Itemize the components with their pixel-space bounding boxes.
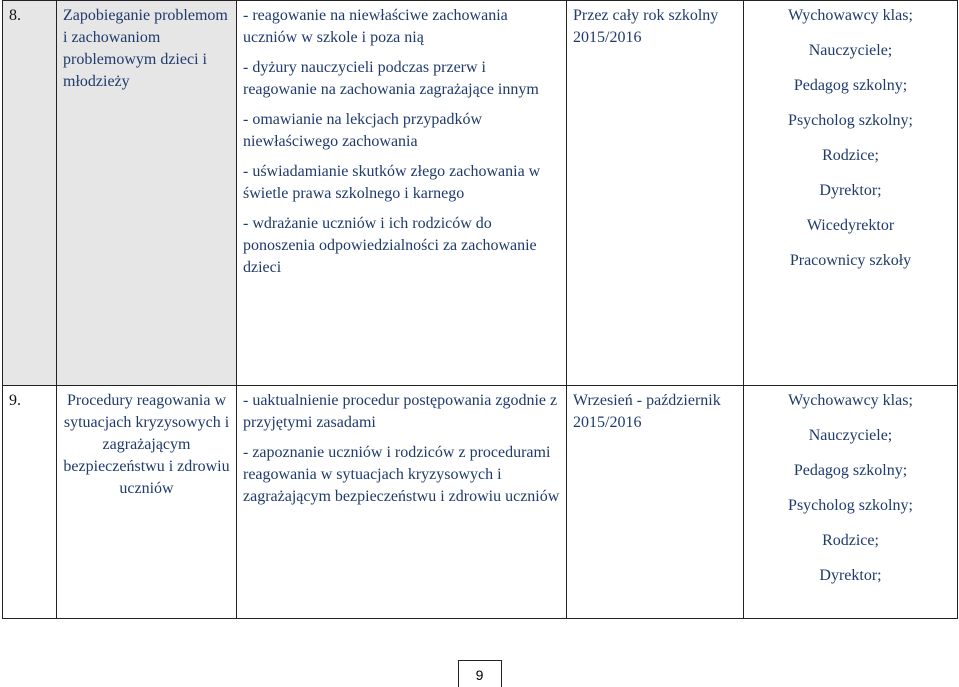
responsible-item: Wicedyrektor — [806, 217, 895, 234]
responsible-item: Nauczyciele; — [808, 427, 893, 444]
responsible-item: Wychowawcy klas; — [788, 7, 913, 24]
responsible-item: Psycholog szkolny; — [788, 112, 913, 129]
responsible-item: Wychowawcy klas; — [788, 392, 913, 409]
table-row — [3, 386, 958, 619]
responsible-item: Pedagog szkolny; — [793, 462, 908, 479]
row-responsible — [744, 386, 958, 619]
responsible-item: Dyrektor; — [819, 182, 882, 199]
action-item: - dyżury nauczycieli podczas przerw i reagowanie na zachowania zagrażające innym — [243, 59, 539, 98]
action-item: - uaktualnienie procedur postępowania zgodnie z przyjętymi zasadami — [243, 392, 558, 431]
row-actions — [237, 386, 567, 619]
responsible-item: Rodzice; — [822, 532, 879, 549]
row-number: 8. — [3, 1, 57, 386]
action-item: - omawianie na lekcjach przypadków niewłaściwego zachowania — [243, 111, 483, 150]
row-number: 9. — [3, 386, 57, 619]
plan-table — [2, 0, 958, 619]
action-item: - zapoznanie uczniów i rodziców z procedurami reagowania w sytuacjach kryzysowych i zagrażającym bezpieczeństwu i zdrowiu uczniów — [243, 444, 560, 505]
responsible-item: Nauczyciele; — [808, 42, 893, 59]
row-actions — [237, 1, 567, 386]
row-topic: Procedury reagowania w sytuacjach kryzysowych i zagrażającym bezpieczeństwu i zdrowiu uczniów — [57, 386, 237, 619]
page-number: 9 — [475, 667, 484, 683]
responsible-item: Rodzice; — [822, 147, 879, 164]
table-row — [3, 1, 958, 386]
responsible-item: Pracownicy szkoły — [789, 252, 912, 269]
action-item: - wdrażanie uczniów i ich rodziców do ponoszenia odpowiedzialności za zachowanie dzieci — [243, 215, 537, 276]
responsible-item: Psycholog szkolny; — [788, 497, 913, 514]
action-item: - uświadamianie skutków złego zachowania w świetle prawa szkolnego i karnego — [243, 163, 541, 202]
responsible-item: Dyrektor; — [819, 567, 882, 584]
responsible-item: Pedagog szkolny; — [793, 77, 908, 94]
row-term: Wrzesień - październik 2015/2016 — [567, 386, 744, 619]
row-topic: Zapobieganie problemom i zachowaniom problemowym dzieci i młodzieży — [57, 1, 237, 386]
row-responsible — [744, 1, 958, 386]
action-item: - reagowanie na niewłaściwe zachowania uczniów w szkole i poza nią — [243, 7, 508, 46]
row-term: Przez cały rok szkolny 2015/2016 — [567, 1, 744, 386]
